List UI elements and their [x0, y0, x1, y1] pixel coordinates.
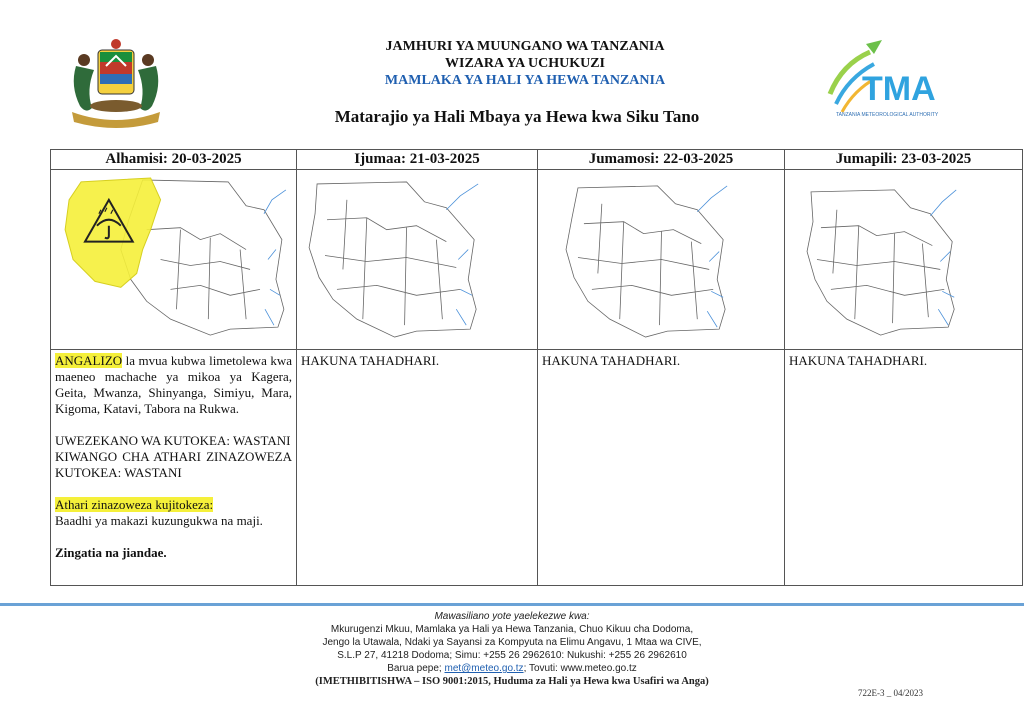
tma-logo-text: TMA	[862, 70, 936, 108]
map-cell	[785, 170, 1023, 350]
day-header: Jumamosi: 22-03-2025	[538, 150, 785, 170]
footer-address-line: S.L.P 27, 41218 Dodoma; Simu: +255 26 2962610: Nukushi: +255 26 2962610	[337, 650, 687, 661]
alert-cell	[51, 350, 297, 586]
status-cell	[297, 350, 538, 586]
coat-of-arms-icon	[62, 36, 170, 132]
tanzania-map	[538, 170, 784, 349]
document-number: 722E-3 _ 04/2023	[858, 688, 923, 698]
map-cell	[51, 170, 297, 350]
alert-text: la mvua kubwa limetolewa kwa maeneo machache ya mikoa ya Kagera, Geita, Mwanza, Shinyanga, Simiyu, Mara, Kigoma, Katavi, Tabora na Rukwa.	[55, 353, 292, 416]
tanzania-map	[297, 170, 537, 349]
day-header: Alhamisi: 20-03-2025	[51, 150, 297, 170]
status-cell	[538, 350, 785, 586]
day-header: Jumapili: 23-03-2025	[785, 150, 1023, 170]
status-text: HAKUNA TAHADHARI.	[789, 353, 928, 368]
text-row	[51, 350, 1023, 586]
email-link[interactable]: met@meteo.go.tz	[444, 663, 524, 674]
country-name: JAMHURI YA MUUNGANO WA TANZANIA	[385, 39, 665, 54]
impacts-text: Baadhi ya makazi kuzungukwa na maji.	[55, 513, 263, 528]
impacts-heading: Athari zinazoweza kujitokeza:	[55, 497, 214, 512]
page-title: Matarajio ya Hali Mbaya ya Hewa kwa Siku Tano	[334, 107, 700, 126]
map-cell	[297, 170, 538, 350]
footer-address-line: Jengo la Utawala, Ndaki ya Sayansi za Kompyuta na Elimu Angavu, 1 Mtaa wa CIVE,	[322, 637, 702, 648]
website-text: ; Tovuti: www.meteo.go.tz	[523, 663, 637, 674]
footer	[212, 610, 812, 688]
tanzania-map	[51, 170, 296, 349]
alert-word: ANGALIZO	[55, 353, 123, 368]
footer-contact	[212, 662, 812, 675]
map-cell	[538, 170, 785, 350]
footer-divider	[0, 603, 1024, 606]
letterhead	[250, 38, 800, 89]
closing-note: Zingatia na jiandae.	[55, 545, 167, 560]
email-label: Barua pepe;	[387, 663, 445, 674]
ministry-name: WIZARA YA UCHUKUZI	[445, 56, 605, 71]
map-row	[51, 170, 1023, 350]
tanzania-map	[785, 170, 1022, 349]
certification-note: (IMETHIBITISHWA – ISO 9001:2015, Huduma za Hali ya Hewa kwa Usafiri wa Anga)	[315, 676, 709, 687]
impact-level-text: KIWANGO CHA ATHARI ZINAZOWEZA KUTOKEA: WASTANI	[55, 449, 292, 480]
alert-paragraph	[55, 353, 292, 417]
day-header: Ijumaa: 21-03-2025	[297, 150, 538, 170]
forecast-table	[50, 149, 1023, 586]
tma-logo-caption: TANZANIA METEOROLOGICAL AUTHORITY	[836, 112, 939, 118]
agency-name: MAMLAKA YA HALI YA HEWA TANZANIA	[384, 73, 666, 88]
status-text: HAKUNA TAHADHARI.	[301, 353, 440, 368]
footer-intro: Mawasiliano yote yaelekezwe kwa:	[434, 611, 590, 622]
likelihood-text: UWEZEKANO WA KUTOKEA: WASTANI	[55, 433, 291, 448]
alert-area	[65, 178, 160, 287]
footer-address-line: Mkurugenzi Mkuu, Mamlaka ya Hali ya Hewa Tanzania, Chuo Kikuu cha Dodoma,	[330, 624, 694, 635]
status-text: HAKUNA TAHADHARI.	[542, 353, 681, 368]
day-header-row	[51, 150, 1023, 170]
status-cell	[785, 350, 1023, 586]
tma-logo	[822, 34, 952, 126]
